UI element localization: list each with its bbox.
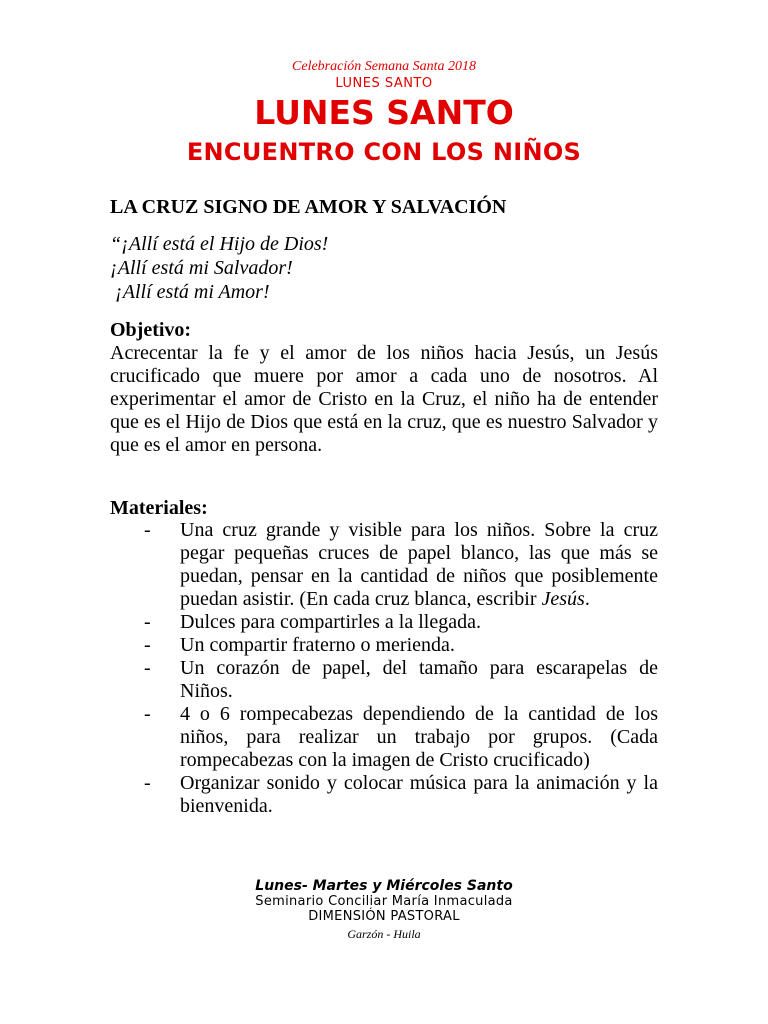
list-item bbox=[110, 634, 658, 657]
list-dash: - bbox=[144, 703, 151, 725]
page-title: LUNES SANTO bbox=[254, 93, 514, 132]
footer-seminary: Seminario Conciliar María Inmaculada bbox=[255, 894, 513, 909]
list-item-tail: . bbox=[584, 588, 590, 610]
materiales-heading: Materiales: bbox=[110, 497, 208, 519]
quote-line: ¡Allí está mi Amor! bbox=[110, 281, 270, 303]
list-item-text: Un corazón de papel, del tamaño para escarapelas de Niños. bbox=[180, 657, 658, 702]
section-title: LA CRUZ SIGNO DE AMOR Y SALVACIÓN bbox=[110, 196, 507, 218]
quote-block bbox=[110, 232, 328, 304]
list-dash: - bbox=[144, 611, 151, 633]
list-item-text: Una cruz grande y visible para los niños. Sobre la cruz pegar pequeñas cruces de papel blanco, las que más se puedan, pensar en la cantidad de niños que posiblemente puedan asistir. (En cada cruz blanca, escribir bbox=[180, 519, 658, 610]
list-item-text: 4 o 6 rompecabezas dependiendo de la cantidad de los niños, para realizar un trabajo por grupos. (Cada rompecabezas con la imagen de Cristo crucificado) bbox=[180, 703, 658, 771]
footer-days: Lunes- Martes y Miércoles Santo bbox=[255, 878, 513, 894]
list-item-text: Dulces para compartirles a la llegada. bbox=[180, 611, 481, 633]
list-item-text: Un compartir fraterno o merienda. bbox=[180, 634, 455, 656]
footer-location: Garzón - Huila bbox=[347, 927, 421, 941]
header-day-line: LUNES SANTO bbox=[335, 76, 433, 91]
footer-dimension: DIMENSIÓN PASTORAL bbox=[308, 909, 460, 924]
header-celebration-line: Celebración Semana Santa 2018 bbox=[292, 59, 476, 74]
list-dash: - bbox=[144, 772, 151, 794]
list-dash: - bbox=[144, 657, 151, 679]
list-item-text: Organizar sonido y colocar música para la animación y la bienvenida. bbox=[180, 772, 658, 817]
quote-line: ¡Allí está mi Salvador! bbox=[110, 257, 293, 279]
list-item bbox=[110, 772, 658, 818]
list-item bbox=[110, 703, 658, 772]
quote-line: “¡Allí está el Hijo de Dios! bbox=[110, 233, 329, 255]
list-dash: - bbox=[144, 519, 151, 541]
page-subtitle: ENCUENTRO CON LOS NIÑOS bbox=[186, 138, 582, 166]
list-item-emphasis: Jesús bbox=[541, 588, 585, 610]
materiales-list bbox=[110, 519, 658, 818]
list-dash: - bbox=[144, 634, 151, 656]
list-item bbox=[110, 657, 658, 703]
list-item bbox=[110, 519, 658, 611]
list-item bbox=[110, 611, 658, 634]
objetivo-heading: Objetivo: bbox=[110, 319, 192, 341]
objetivo-text: Acrecentar la fe y el amor de los niños hacia Jesús, un Jesús crucificado que muere por amor a cada uno de nosotros. Al experimentar el amor de Cristo en la Cruz, el niño ha de entender que es el Hijo de Dios que está en la cruz, que es nuestro Salvador y que es el amor en persona. bbox=[110, 342, 658, 456]
